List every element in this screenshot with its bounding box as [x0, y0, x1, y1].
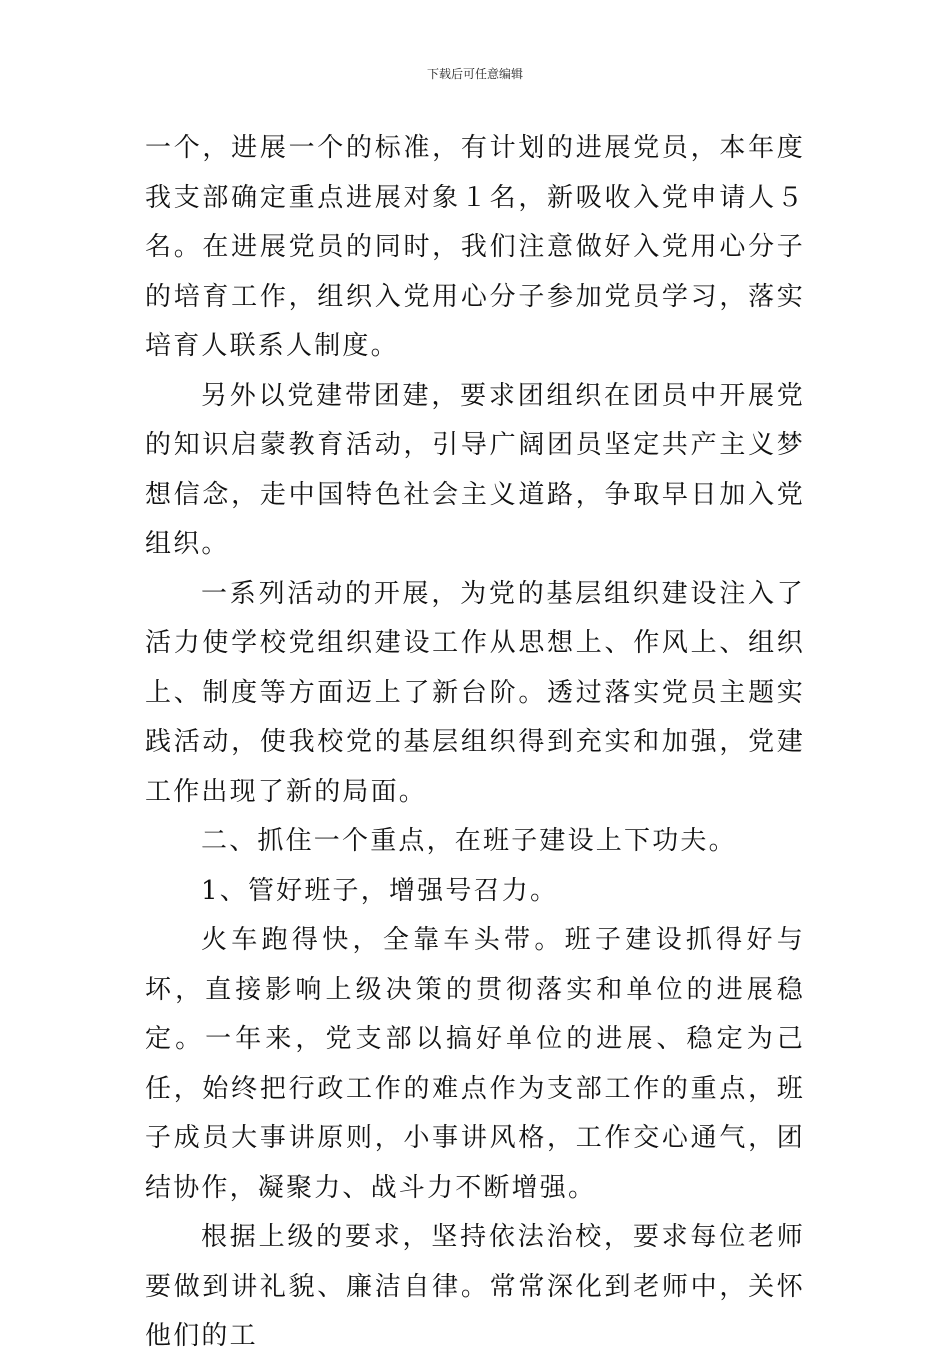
- document-body: [145, 124, 805, 1362]
- paragraph: 火车跑得快，全靠车头带。班子建设抓得好与坏，直接影响上级决策的贯彻落实和单位的进展稳定。一年来，党支部以搞好单位的进展、稳定为己任，始终把行政工作的难点作为支部工作的重点，班子成员大事讲原则，小事讲风格，工作交心通气，团结协作，凝聚力、战斗力不断增强。: [145, 925, 805, 1203]
- subsection-heading: 1、管好班子，增强号召力。: [201, 875, 559, 906]
- section-heading: 二、抓住一个重点，在班子建设上下功夫。: [201, 826, 737, 856]
- paragraph: 根据上级的要求，坚持依法治校，要求每位老师要做到讲礼貌、廉洁自律。常常深化到老师中，关怀他们的工: [145, 1222, 805, 1351]
- page-header: 下载后可任意编辑: [426, 67, 523, 81]
- paragraph: 一个，进展一个的标准，有计划的进展党员，本年度我支部确定重点进展对象１名，新吸收入党申请人５名。在进展党员的同时，我们注意做好入党用心分子的培育工作，组织入党用心分子参加党员学习，落实培育人联系人制度。: [145, 133, 805, 361]
- paragraph: 另外以党建带团建，要求团组织在团员中开展党的知识启蒙教育活动，引导广阔团员坚定共产主义梦想信念，走中国特色社会主义道路，争取早日加入党组织。: [145, 380, 805, 559]
- paragraph: 一系列活动的开展，为党的基层组织建设注入了活力使学校党组织建设工作从思想上、作风上、组织上、制度等方面迈上了新台阶。透过落实党员主题实践活动，使我校党的基层组织得到充实和加强，党建工作出现了新的局面。: [145, 578, 805, 807]
